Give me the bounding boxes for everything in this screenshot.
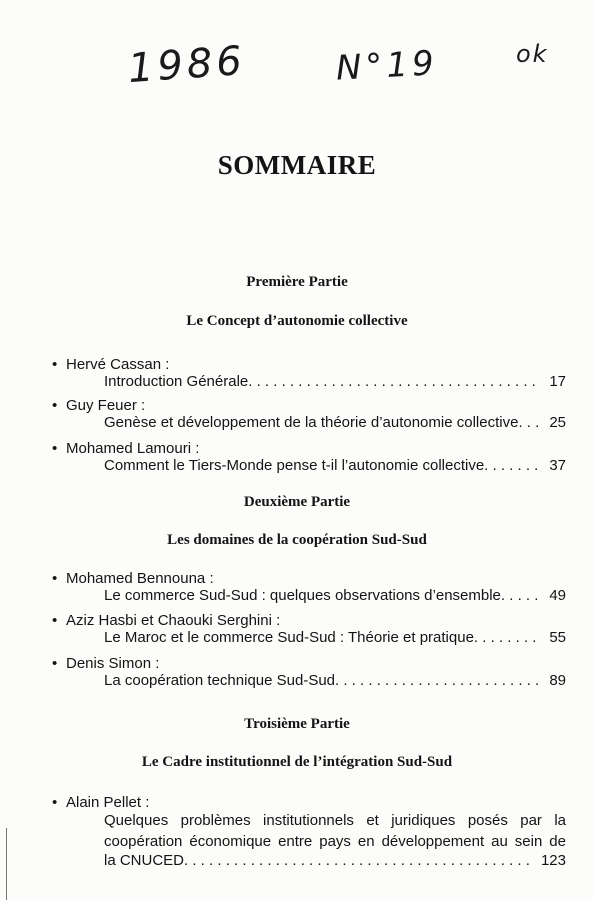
page-number: 123 (540, 852, 566, 869)
page-title: SOMMAIRE (217, 150, 377, 180)
author-line: • Aziz Hasbi et Chaouki Serghini : (52, 612, 281, 629)
toc-entry: Le commerce Sud-Sud : quelques observations d’ensemble . . . 49 (104, 587, 566, 604)
author-line: • Denis Simon : (52, 655, 160, 672)
part3-heading: Troisième Partie (244, 716, 350, 732)
author-line: • Mohamed Lamouri : (52, 440, 200, 457)
toc-entry: la CNUCED . . . 123 (104, 852, 566, 869)
page-number: 25 (549, 414, 566, 431)
author-line: • Hervé Cassan : (52, 356, 170, 373)
part1-heading: Première Partie (246, 274, 348, 290)
toc-entry: Comment le Tiers-Monde pense t-il l’autonomie collective . . . 37 (104, 457, 566, 474)
handwritten-number: N°19 (335, 43, 439, 89)
part3-subheading: Le Cadre institutionnel de l’intégration Sud-Sud (141, 754, 453, 770)
toc-entry-line: coopération économique entre pays en développement au sein de (104, 833, 566, 850)
handwritten-mark: ok (516, 40, 549, 68)
handwritten-year: 1986 (126, 37, 248, 93)
author-line: • Alain Pellet : (52, 794, 150, 811)
toc-entry: La coopération technique Sud-Sud . . . 89 (104, 672, 566, 689)
toc-entry: Le Maroc et le commerce Sud-Sud : Théorie et pratique . . . 55 (104, 629, 566, 646)
page-number: 17 (549, 373, 566, 390)
page-number: 37 (549, 457, 566, 474)
part2-subheading: Les domaines de la coopération Sud-Sud (167, 532, 427, 548)
page-number: 49 (549, 587, 566, 604)
page-number: 55 (549, 629, 566, 646)
toc-entry: Introduction Générale . . . 17 (104, 373, 566, 390)
author-line: • Guy Feuer : (52, 397, 146, 414)
page-number: 89 (549, 672, 566, 689)
author-line: • Mohamed Bennouna : (52, 570, 214, 587)
part1-subheading: Le Concept d’autonomie collective (186, 313, 408, 329)
scan-margin-line (6, 828, 7, 900)
toc-entry-line: Quelques problèmes institutionnels et juridiques posés par la (104, 812, 566, 829)
part2-heading: Deuxième Partie (243, 494, 351, 510)
toc-entry: Genèse et développement de la théorie d’autonomie collective . . . 25 (104, 414, 566, 431)
